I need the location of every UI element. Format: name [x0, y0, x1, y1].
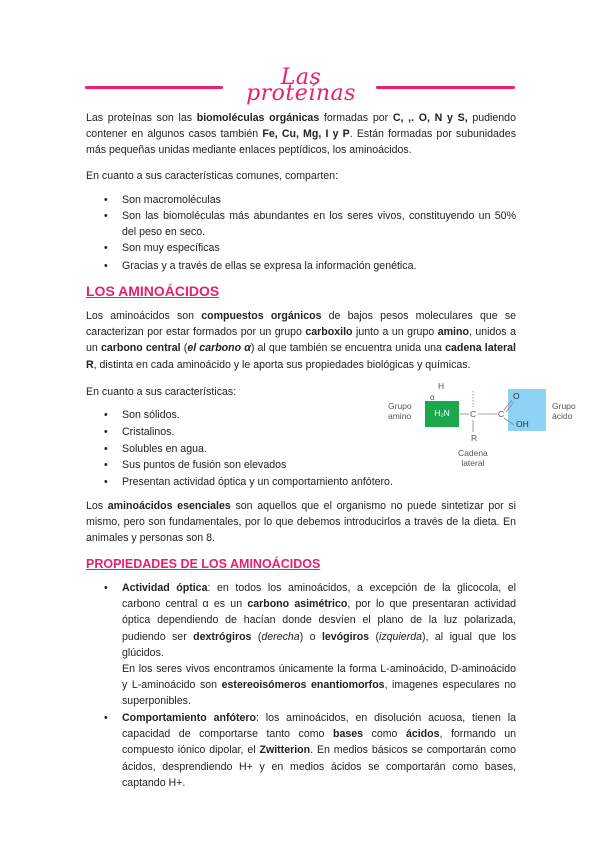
bullet-icon: • — [104, 443, 108, 455]
list-item: • Son macromoléculas — [104, 192, 516, 208]
list-item: • Gracias y a través de ellas se expresa la información genética. — [104, 258, 516, 274]
bond-lines — [392, 383, 592, 475]
list-item: • Solubles en agua. — [104, 441, 384, 457]
c-acid-label: C — [498, 409, 505, 419]
list-item: • Son sólidos. — [104, 407, 384, 423]
r-label: R — [471, 433, 478, 443]
bullet-icon: • — [104, 194, 108, 206]
h-top-label: H — [438, 381, 445, 391]
heading-aminoacidos: LOS AMINOÁCIDOS — [86, 283, 220, 299]
aminoacidos-characteristics-lead: En cuanto a sus características: — [86, 386, 237, 398]
grupo-acido-label: Grupo ácido — [552, 401, 576, 421]
bullet-icon: • — [104, 260, 108, 272]
list-item: • Cristalinos. — [104, 424, 384, 440]
amino-acid-diagram — [388, 381, 576, 475]
title-rule-right — [376, 86, 515, 89]
intro-paragraph: Las proteínas son las biomoléculas orgánicas formadas por C, ,. O, N y S, pudiendo contener en algunos casos también Fe, Cu, Mg, I y P. Están formadas por subunidades más pequeñas unidas mediante enlaces peptídicos, los aminoácidos. — [86, 112, 516, 157]
oh-label: OH — [516, 419, 529, 429]
bullet-icon: • — [104, 426, 108, 438]
heading-propiedades: PROPIEDADES DE LOS AMINOÁCIDOS — [86, 557, 321, 571]
list-item: • Son muy específicas — [104, 240, 516, 256]
list-item-comportamiento-anfotero: • Comportamiento anfótero: los aminoácidos, en disolución acuosa, tienen la capacidad de comportarse tanto como bases como ácidos, formando un compuesto iónico dipolar, el Zwitterion. En medios básicos se comportarán como ácidos, desprendiendo H+ y en medios ácidos se comportarán como bases, captando H+. — [104, 712, 516, 789]
list-item: • Son las biomoléculas más abundantes en los seres vivos, constituyendo un 50% del peso en seco. — [104, 210, 516, 239]
alpha-label: α — [430, 393, 435, 402]
c-central-label: C — [470, 409, 477, 419]
o-label: O — [513, 391, 520, 401]
list-item: • Sus puntos de fusión son elevados — [104, 457, 384, 473]
cadena-lateral-label: Cadena lateral — [458, 448, 488, 468]
bullet-icon: • — [104, 242, 108, 254]
aminoacidos-paragraph: Los aminoácidos son compuestos orgánicos de bajos pesos moleculares que se caracterizan por estar formados por un grupo carboxilo junto a un grupo amino, unidos a un carbono central (el carbono α) al que también se encuentra unida una cadena lateral R, distinta en cada aminoácido y le aporta sus propiedades biológicas y químicas. — [86, 310, 517, 371]
bullet-icon: • — [104, 712, 108, 724]
bullet-icon: • — [104, 582, 108, 594]
page-title: Las proteínas — [246, 65, 356, 107]
list-item: • Presentan actividad óptica y un comportamiento anfótero. — [104, 474, 434, 490]
intro-characteristics-lead: En cuanto a sus características comunes, comparten: — [86, 170, 339, 182]
bullet-icon: • — [104, 409, 108, 421]
title-banner — [85, 65, 515, 107]
bullet-icon: • — [104, 210, 108, 222]
title-rule-left — [85, 86, 223, 89]
aminoacidos-esenciales-paragraph: Los aminoácidos esenciales son aquellos que el organismo no puede sintetizar por si mismo, pero son fundamentales, por lo que debemos introducirlos a través de la dieta. En animales y personas son 8. — [86, 500, 516, 545]
bullet-icon: • — [104, 476, 108, 488]
amino-formula: H₂N — [434, 408, 450, 418]
bullet-icon: • — [104, 459, 108, 471]
list-item-actividad-optica: • Actividad óptica: en todos los aminoácidos, a excepción de la glicocola, el carbono central α es un carbono asimétrico, por lo que presentaran actividad óptica dependiendo de hacían donde desvíen el plano de la luz polarizada, pudiendo ser dextrógiros (derecha) o levógiros (izquierda), al igual que los glúcidos. En los seres vivos encontramos únicamente la forma L-aminoácido, D-aminoácido y L-aminoácido son estereoisómeros enantiomorfos, imagenes especulares no superponibles. — [104, 582, 516, 708]
grupo-amino-label: Grupo amino — [388, 401, 412, 421]
